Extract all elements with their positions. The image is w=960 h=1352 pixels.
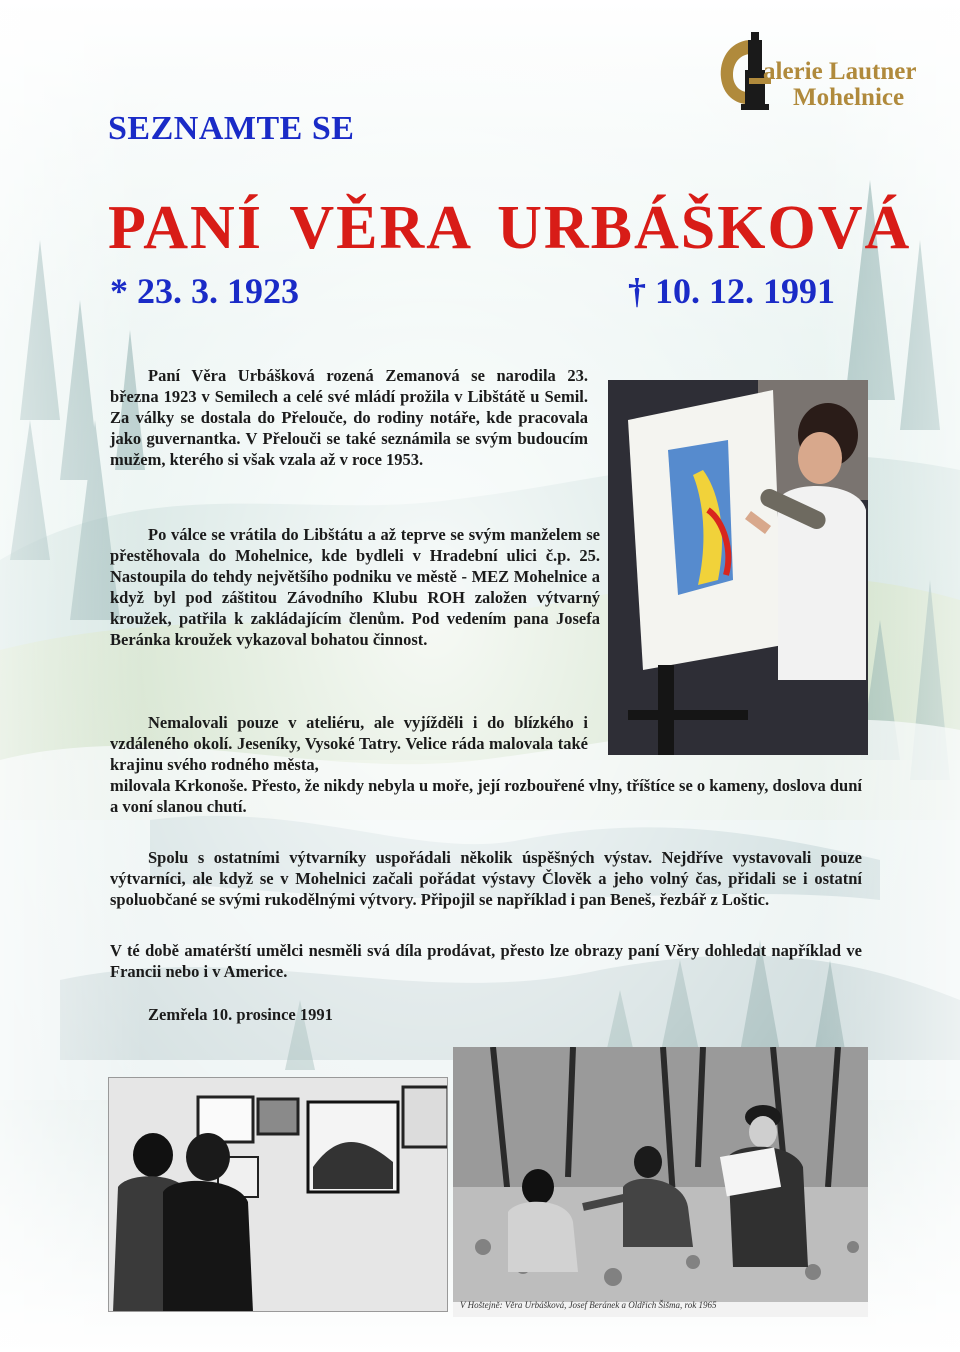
paragraph-death: Zemřela 10. prosince 1991 — [148, 1005, 333, 1024]
logo-text-line2: Mohelnice — [793, 84, 905, 111]
page-title: PANÍ VĚRA URBÁŠKOVÁ — [108, 194, 912, 262]
paragraph-mohelnice: Po válce se vrátila do Libštátu a až teprve se svým manželem se přestěhovala do Mohelnice, kde bydleli v Hradební ulici č.p. 25. Nastoupila do tehdy největšího podniku ve městě - MEZ Mohelnice a když byl pod záštitou Závodního Klubu ROH založen výtvarný kroužek, patřila k zakládajícím členům. Pod vedením pana Josefa Beránka kroužek vykazoval bohatou činnost. — [110, 525, 600, 649]
birth-date-value: 23. 3. 1923 — [137, 271, 299, 311]
birth-date — [110, 270, 299, 312]
death-date-value: 10. 12. 1991 — [655, 271, 835, 311]
paragraph-sales: V té době amatérští umělci nesměli svá díla prodávat, přesto lze obrazy paní Věry dohledat například ve Francii nebo i v Americe. — [110, 941, 862, 981]
photo-gallery-visit — [108, 1077, 448, 1312]
paragraph-exhibitions: Spolu s ostatními výtvarníky uspořádali několik úspěšných výstav. Nejdříve vystavovali pouze výtvarníci, ale když se v Mohelnici začali pořádat výstavy Člověk a jeho volný čas, přidali se i ostatní spoluobčané se svými rukodělnými výtvory. Připojil se například i pan Beneš, řezbář z Loštic. — [110, 848, 862, 909]
photo-forest-painting-group — [453, 1047, 868, 1317]
kicker-heading: SEZNAMTE SE — [108, 110, 355, 147]
forest-photo-caption: V Hoštejně: Věra Urbášková, Josef Beránek a Oldřich Šišma, rok 1965 — [460, 1300, 717, 1310]
paragraph-travels-part2: milovala Krkonoše. Přesto, že nikdy nebyla u moře, její rozbouřené vlny, tříštíce se o kameny, doslova duní a voní slanou chutí. — [110, 776, 862, 816]
birth-star-icon: * — [110, 271, 128, 311]
paragraph-youth: Paní Věra Urbášková rozená Zemanová se narodila 23. března 1923 v Semilech a celé své mládí prožila v Libštátě u Semil. Za války se dostala do Přelouče, do rodiny notáře, kde pracovala jako guvernantka. V Přelouči se také seznámila se svým budoucím mužem, kterého si však vzala až v roce 1953. — [110, 366, 588, 469]
death-date — [628, 270, 835, 312]
photo-painting-at-easel — [608, 380, 868, 755]
death-cross-icon: † — [628, 271, 646, 311]
gallery-logo — [715, 30, 930, 115]
paragraph-travels-part1: Nemalovali pouze v ateliéru, ale vyjížděli i do blízkého i vzdáleného okolí. Jeseníky, Vysoké Tatry. Velice ráda malovala také krajinu svého rodného města, — [110, 713, 588, 774]
logo-text-line1: alerie Lautner — [763, 58, 917, 85]
